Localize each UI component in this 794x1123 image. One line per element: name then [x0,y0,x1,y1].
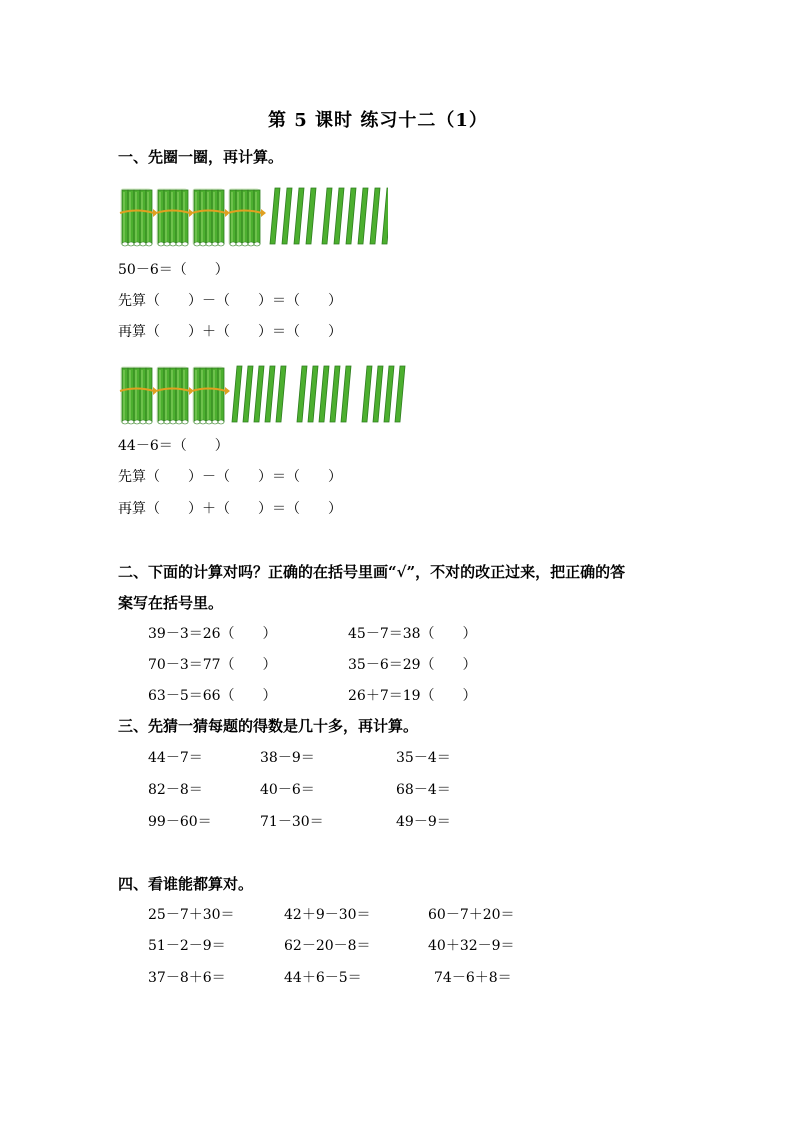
problem1-second-step: 再算（ ）＋（ ）＝（ ） [118,324,342,340]
loose-stick [308,366,318,422]
mixed-calc-item: 25－7＋30＝ [148,907,235,923]
stick-bundle [156,366,194,424]
loose-stick [382,188,388,244]
loose-stick [270,188,280,244]
mixed-calc-item: 60－7＋20＝ [428,907,515,923]
loose-stick [282,188,292,244]
loose-stick [362,366,372,422]
judge-item: 39－3＝26（ ） [148,626,277,642]
mixed-calc-item: 44＋6－5＝ [284,970,362,986]
judge-item: 70－3＝77（ ） [148,657,277,673]
calc-item: 44－7＝ [148,750,203,766]
loose-stick [330,366,340,422]
page-title: 第 5 课时 练习十二（1） [268,110,488,131]
section3-heading: 三、先猜一猜每题的得数是几十多，再计算。 [118,717,419,735]
calc-item: 49－9＝ [396,814,451,830]
loose-stick [334,188,344,244]
calc-item: 82－8＝ [148,782,203,798]
problem2-equation: 44－6＝（ ） [118,438,229,454]
mixed-calc-item: 51－2－9＝ [148,938,226,954]
stick-bundle [120,188,158,246]
judge-item: 45－7＝38（ ） [348,626,477,642]
loose-stick [341,366,351,422]
problem2-second-step: 再算（ ）＋（ ）＝（ ） [118,501,342,517]
loose-stick [254,366,264,422]
section1-heading: 一、先圈一圈，再计算。 [118,148,284,166]
loose-stick [243,366,253,422]
stick-bundle [192,188,230,246]
loose-stick [370,188,380,244]
stick-bundle [228,188,266,246]
section4-heading: 四、看谁能都算对。 [118,875,254,893]
sticks-figure-1 [118,186,388,248]
mixed-calc-item: 40＋32－9＝ [428,938,515,954]
section2-heading-line2: 案写在括号里。 [118,594,224,612]
loose-stick [322,188,332,244]
loose-stick [306,188,316,244]
judge-item: 26＋7＝19（ ） [348,688,477,704]
loose-stick [395,366,405,422]
calc-item: 68－4＝ [396,782,451,798]
problem1-equation: 50－6＝（ ） [118,262,229,278]
loose-stick [297,366,307,422]
problem1-first-step: 先算（ ）－（ ）＝（ ） [118,293,342,309]
mixed-calc-item: 62－20－8＝ [284,938,371,954]
calc-item: 40－6＝ [260,782,315,798]
section2-heading-line1: 二、下面的计算对吗？正确的在括号里画“√”，不对的改正过来，把正确的答 [118,563,626,581]
loose-stick [232,366,242,422]
calc-item: 38－9＝ [260,750,315,766]
loose-stick [276,366,286,422]
loose-stick [319,366,329,422]
judge-item: 35－6＝29（ ） [348,657,477,673]
mixed-calc-item: 37－8＋6＝ [148,970,226,986]
loose-stick [384,366,394,422]
calc-item: 35－4＝ [396,750,451,766]
calc-item: 99－60＝ [148,814,212,830]
stick-bundle [156,188,194,246]
loose-stick [358,188,368,244]
calc-item: 71－30＝ [260,814,324,830]
mixed-calc-item: 42＋9－30＝ [284,907,371,923]
mixed-calc-item: 74－6＋8＝ [434,970,512,986]
loose-stick [346,188,356,244]
problem2-first-step: 先算（ ）－（ ）＝（ ） [118,469,342,485]
sticks-figure-2 [118,364,418,426]
loose-stick [265,366,275,422]
stick-bundle [192,366,230,424]
loose-stick [373,366,383,422]
loose-stick [294,188,304,244]
judge-item: 63－5＝66（ ） [148,688,277,704]
stick-bundle [120,366,158,424]
